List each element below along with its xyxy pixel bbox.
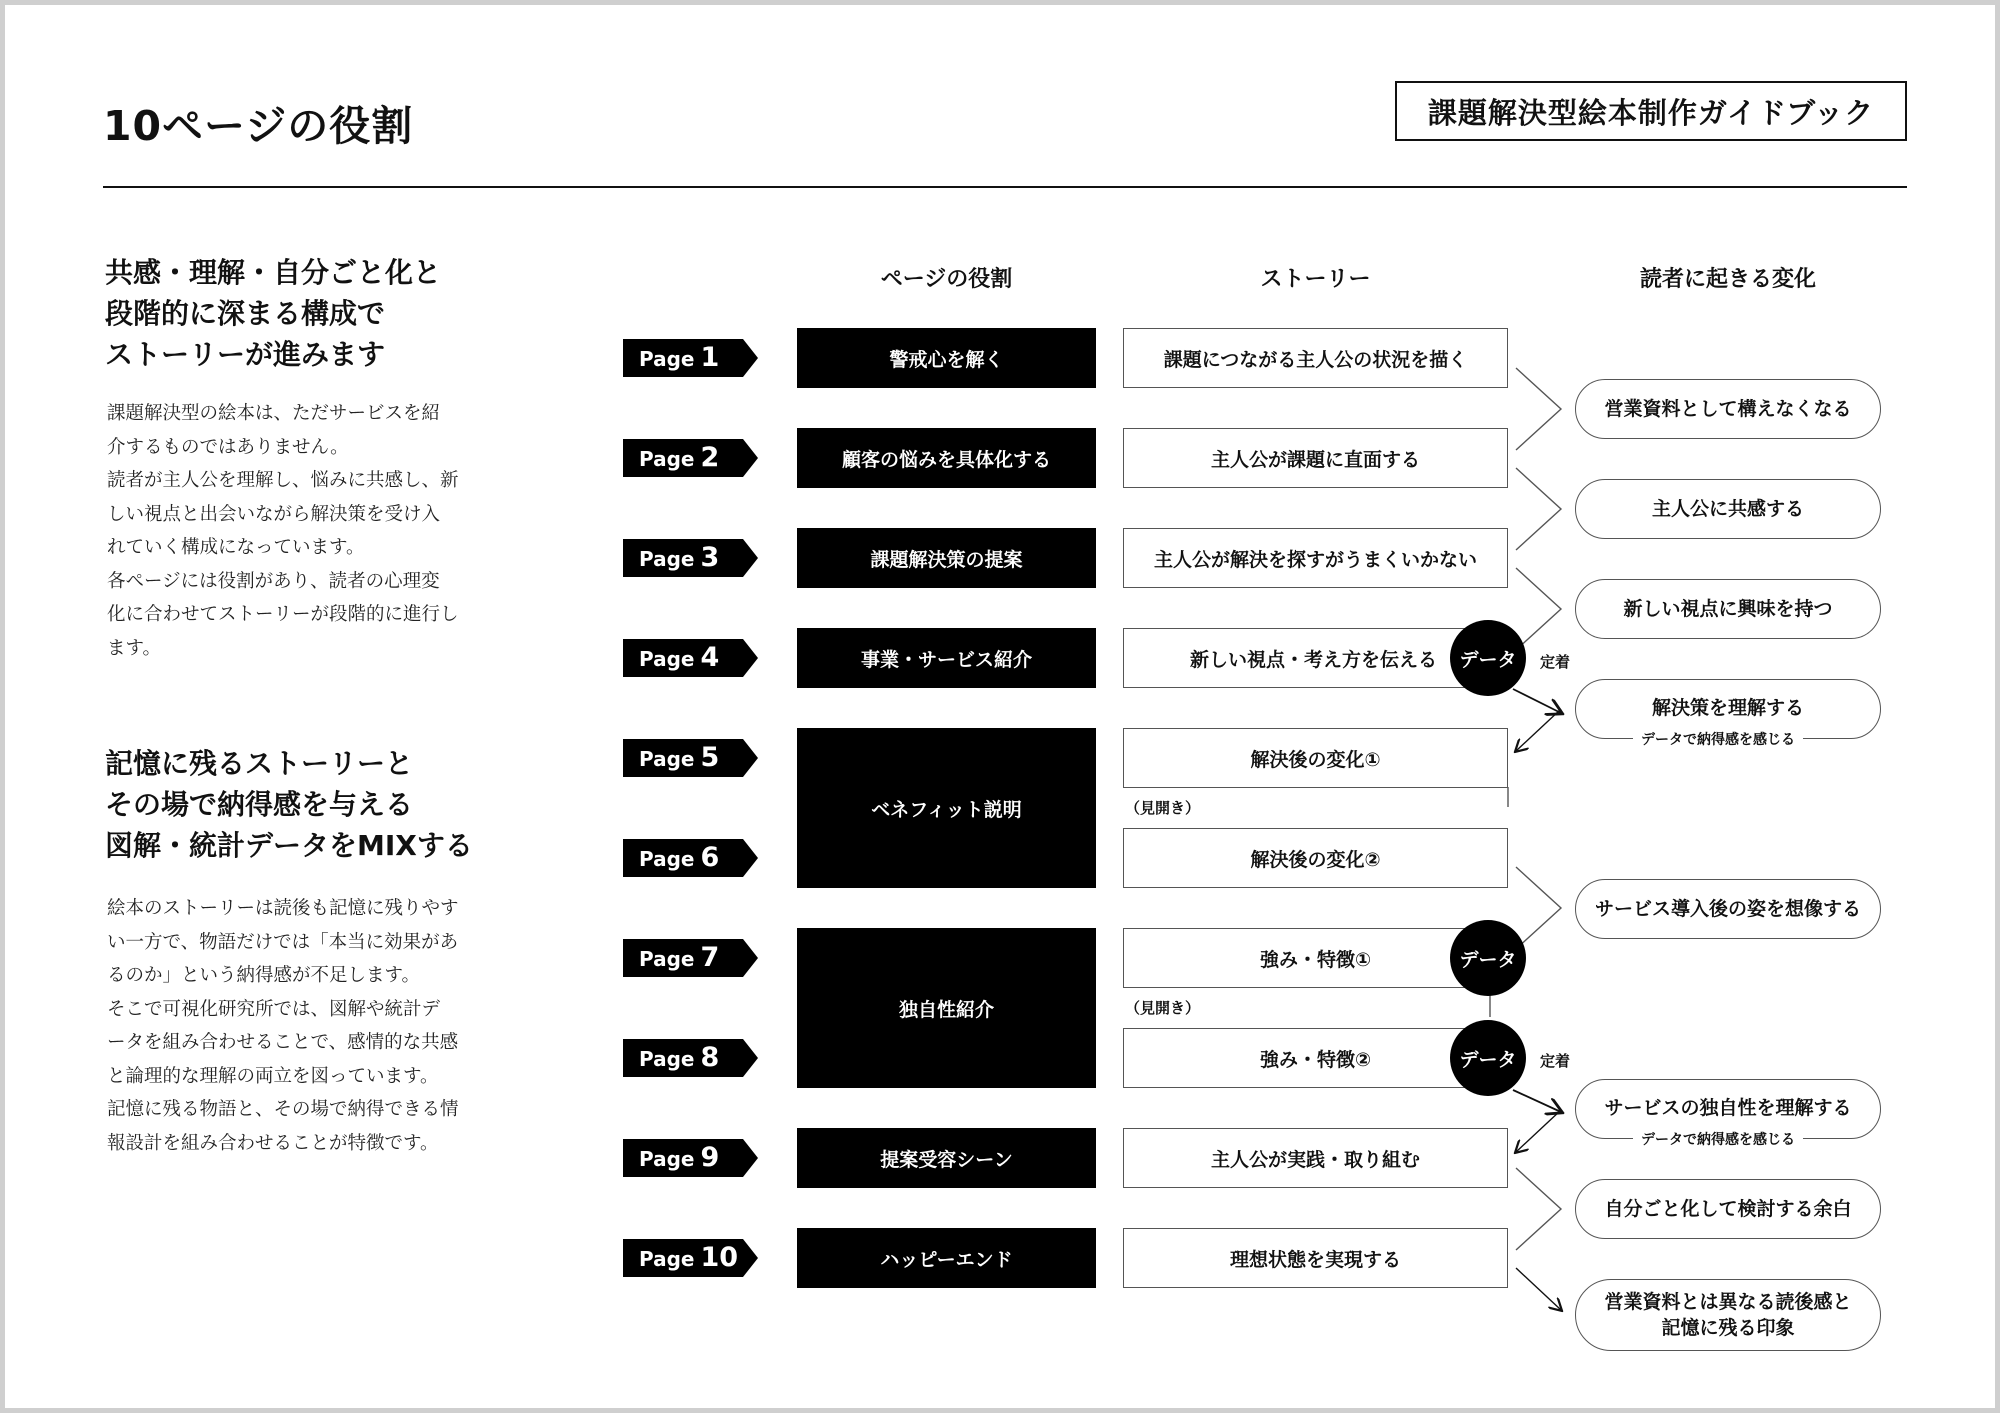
page-title: 10ページの役割 (103, 102, 414, 150)
story-box: 新しい視点・考え方を伝える (1123, 628, 1508, 688)
body-line: 各ページには役割があり、読者の心理変 (107, 570, 440, 592)
page-number: 8 (700, 1042, 720, 1073)
body-line: ます。 (107, 637, 162, 659)
down-arrow (1516, 1268, 1561, 1310)
column-header-role: ページの役割 (880, 267, 1013, 292)
back-arrow (1516, 709, 1561, 751)
story-box: 理想状態を実現する (1123, 1228, 1508, 1288)
story-box: 解決後の変化① (1123, 728, 1508, 788)
change-pill: 営業資料として構えなくなる (1575, 379, 1881, 439)
chevron-connector (1516, 1168, 1561, 1250)
body-line: ータを組み合わせることで、感情的な共感 (107, 1032, 459, 1053)
story-box: 解決後の変化② (1123, 828, 1508, 888)
guidebook-label: 課題解決型絵本制作ガイドブック (1395, 81, 1907, 141)
chevron-connector (1516, 368, 1561, 450)
page-prefix: Page (639, 447, 695, 471)
role-box: 提案受容シーン (797, 1128, 1096, 1188)
page-tag (623, 339, 758, 377)
page-number: 1 (700, 342, 720, 373)
body-line: 読者が主人公を理解し、悩みに共感し、新 (107, 470, 459, 491)
body-line: 課題解決型の絵本は、ただサービスを紹 (107, 403, 441, 424)
page-prefix: Page (639, 547, 695, 571)
body-line: しい視点と出会いながら解決策を受け入 (107, 503, 441, 525)
page-tag (623, 939, 758, 977)
change-pill: サービス導入後の姿を想像する (1575, 879, 1881, 939)
page-number: 6 (700, 842, 720, 873)
page-tag (623, 1239, 758, 1277)
column-header-change: 読者に起きる変化 (1639, 267, 1816, 292)
body-line: 介するものではありません。 (107, 436, 349, 458)
role-box: 警戒心を解く (797, 328, 1096, 388)
change-pill-label: 解決策を理解する (1651, 697, 1804, 719)
story-box: 主人公が課題に直面する (1123, 428, 1508, 488)
heading-line: その場で納得感を与える (105, 788, 414, 821)
change-pill: 新しい視点に興味を持つ (1575, 579, 1881, 639)
body-line: 記憶に残る物語と、その場で納得できる情 (107, 1099, 459, 1120)
story-box: 主人公が解決を探すがうまくいかない (1123, 528, 1508, 588)
page-number: 5 (700, 742, 720, 773)
page-tag (623, 739, 758, 777)
back-arrow (1516, 1110, 1561, 1152)
page-tag (623, 1039, 758, 1077)
body-line: と論理的な理解の両立を図っています。 (107, 1065, 439, 1087)
data-badge: データ (1450, 620, 1526, 696)
role-box: 事業・サービス紹介 (797, 628, 1096, 688)
page-number: 9 (700, 1142, 720, 1173)
change-pill-label: サービスの独自性を理解する (1604, 1097, 1852, 1119)
role-box: ハッピーエンド (797, 1228, 1096, 1288)
role-box: 課題解決策の提案 (797, 528, 1096, 588)
page-tag (623, 839, 758, 877)
change-pill: 主人公に共感する (1575, 479, 1881, 539)
column-header-story: ストーリー (1260, 267, 1371, 292)
change-pill-sub: データで納得感を感じる (1633, 1129, 1803, 1149)
body-line: 絵本のストーリーは読後も記憶に残りやす (107, 898, 459, 919)
page-number: 3 (700, 542, 720, 573)
heading-line: 図解・統計データをMIXする (105, 829, 473, 862)
page-number: 10 (700, 1242, 739, 1273)
page-prefix: Page (639, 1247, 695, 1271)
change-pill-line: 記憶に残る印象 (1661, 1317, 1795, 1339)
page-prefix: Page (639, 847, 695, 871)
body-line: い一方で、物語だけでは「本当に効果があ (107, 931, 459, 953)
chevron-connector (1516, 468, 1561, 550)
change-pill-line: 営業資料とは異なる読後感と (1604, 1291, 1852, 1313)
fixation-arrow (1513, 689, 1561, 713)
page-tag (623, 439, 758, 477)
page-prefix: Page (639, 647, 695, 671)
heading-line: 記憶に残るストーリーと (105, 747, 414, 780)
change-pill: 自分ごと化して検討する余白 (1575, 1179, 1881, 1239)
page-prefix: Page (639, 347, 695, 371)
spread-note: （見開き） (1125, 999, 1201, 1017)
heading-line: 共感・理解・自分ごと化と (105, 256, 442, 289)
body-line: 化に合わせてストーリーが段階的に進行し (107, 604, 459, 625)
role-box: 独自性紹介 (797, 928, 1096, 1088)
page-number: 2 (700, 442, 720, 473)
page-number: 7 (700, 942, 720, 973)
body-line: るのか」という納得感が不足します。 (107, 965, 421, 986)
chevron-connector (1516, 568, 1561, 650)
story-box: 課題につながる主人公の状況を描く (1123, 328, 1508, 388)
change-pill-sub: データで納得感を感じる (1633, 729, 1803, 749)
heading-line: 段階的に深まる構成で (105, 297, 386, 330)
page-prefix: Page (639, 947, 695, 971)
fixation-label: 定着 (1540, 1052, 1571, 1070)
page-prefix: Page (639, 1047, 695, 1071)
spread-note: （見開き） (1125, 799, 1201, 817)
chevron-connector (1516, 867, 1561, 949)
change-pill (1575, 1279, 1881, 1351)
heading-line: ストーリーが進みます (105, 338, 386, 371)
role-box: 顧客の悩みを具体化する (797, 428, 1096, 488)
page-tag (623, 539, 758, 577)
page-tag (623, 639, 758, 677)
data-badge: データ (1450, 1020, 1526, 1096)
data-badge: データ (1450, 920, 1526, 996)
page-prefix: Page (639, 747, 695, 771)
fixation-label: 定着 (1540, 653, 1571, 671)
page-number: 4 (700, 642, 720, 673)
fixation-arrow (1513, 1090, 1561, 1112)
body-line: れていく構成になっています。 (107, 537, 365, 558)
story-box: 主人公が実践・取り組む (1123, 1128, 1508, 1188)
page-tag (623, 1139, 758, 1177)
story-box: 強み・特徴① (1123, 928, 1508, 988)
story-box: 強み・特徴② (1123, 1028, 1508, 1088)
page-prefix: Page (639, 1147, 695, 1171)
role-box: ベネフィット説明 (797, 728, 1096, 888)
body-line: そこで可視化研究所では、図解や統計デ (107, 998, 441, 1020)
body-line: 報設計を組み合わせることが特徴です。 (107, 1132, 439, 1154)
